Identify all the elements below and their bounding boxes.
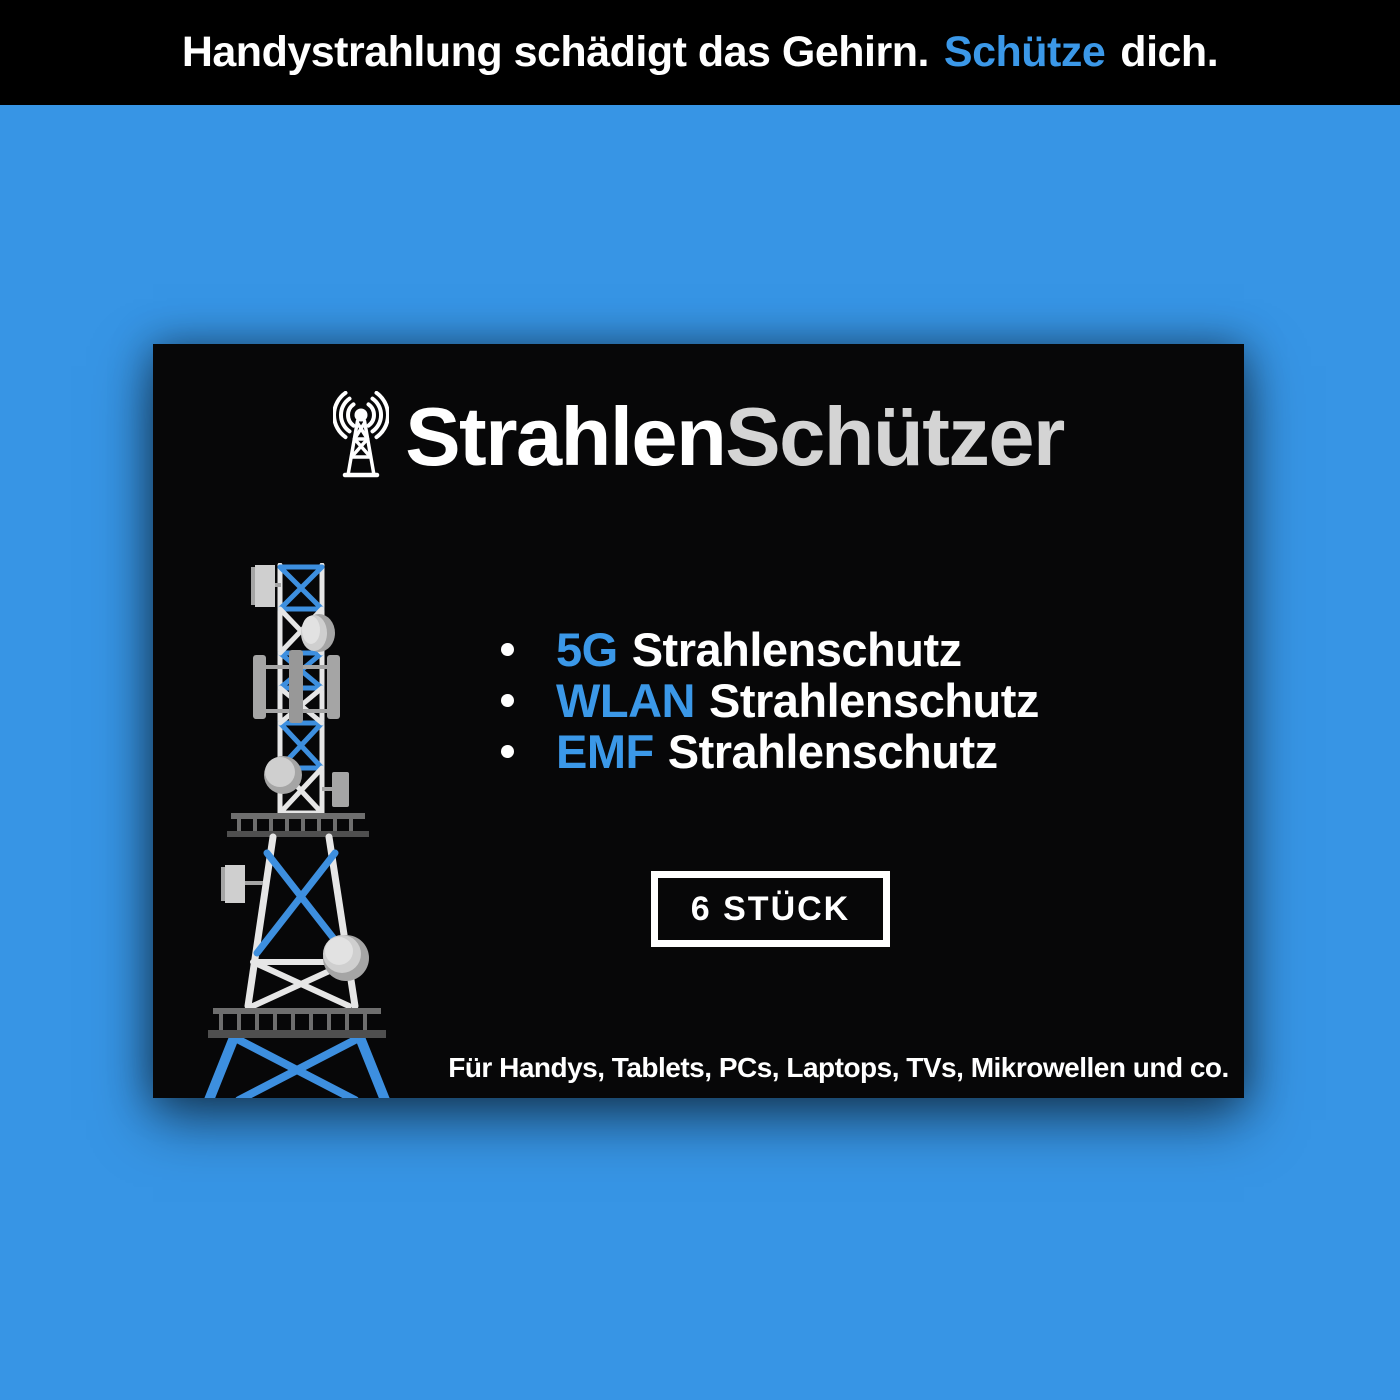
- tower-top-panel: [251, 565, 281, 607]
- feature-rest: Strahlenschutz: [667, 725, 998, 778]
- tower-antenna-cluster: [253, 650, 340, 723]
- tower-platform-upper: [227, 813, 369, 837]
- feature-list: [501, 624, 1039, 777]
- tower-platform-lower: [208, 1008, 386, 1038]
- top-banner: [0, 0, 1400, 105]
- banner-text-highlight: Schütze: [943, 28, 1106, 76]
- feature-rest: Strahlenschutz: [631, 623, 962, 676]
- tower-upper-dish: [301, 614, 335, 652]
- feature-highlight: WLAN: [556, 674, 695, 727]
- product-card: [153, 344, 1244, 1098]
- feature-item-emf: [501, 726, 1039, 777]
- feature-text: [556, 622, 962, 677]
- tower-mid-dish: [264, 756, 302, 794]
- feature-highlight: 5G: [556, 623, 618, 676]
- brand-part1: Strahlen: [405, 390, 726, 483]
- bullet-dot: [501, 745, 514, 758]
- brand-part2: Schützer: [725, 390, 1064, 483]
- feature-item-5g: [501, 624, 1039, 675]
- feature-text: [556, 673, 1039, 728]
- feature-text: [556, 724, 998, 779]
- tower-base-section: [209, 1040, 385, 1098]
- quantity-badge: [651, 871, 890, 947]
- brand-logo: [153, 392, 1244, 482]
- tower-big-dish: [323, 935, 369, 981]
- compatibility-note: Für Handys, Tablets, PCs, Laptops, TVs, Mikrowellen und co.: [448, 1052, 1229, 1083]
- tower-right-panel: [322, 772, 349, 807]
- cell-tower-illustration: [203, 563, 391, 1098]
- feature-highlight: EMF: [556, 725, 654, 778]
- blue-background: [0, 105, 1400, 1400]
- quantity-badge-label: 6 STÜCK: [690, 889, 851, 928]
- banner-text-tail: dich.: [1120, 28, 1219, 76]
- feature-rest: Strahlenschutz: [708, 674, 1039, 727]
- banner-text-lead: Handystrahlung schädigt das Gehirn.: [181, 28, 929, 76]
- broadcast-antenna-icon: [333, 391, 389, 483]
- bullet-dot: [501, 643, 514, 656]
- feature-item-wlan: [501, 675, 1039, 726]
- tower-left-panel: [221, 865, 263, 903]
- bullet-dot: [501, 694, 514, 707]
- brand-wordmark: [405, 392, 1064, 482]
- tower-mid-section: [248, 837, 355, 1006]
